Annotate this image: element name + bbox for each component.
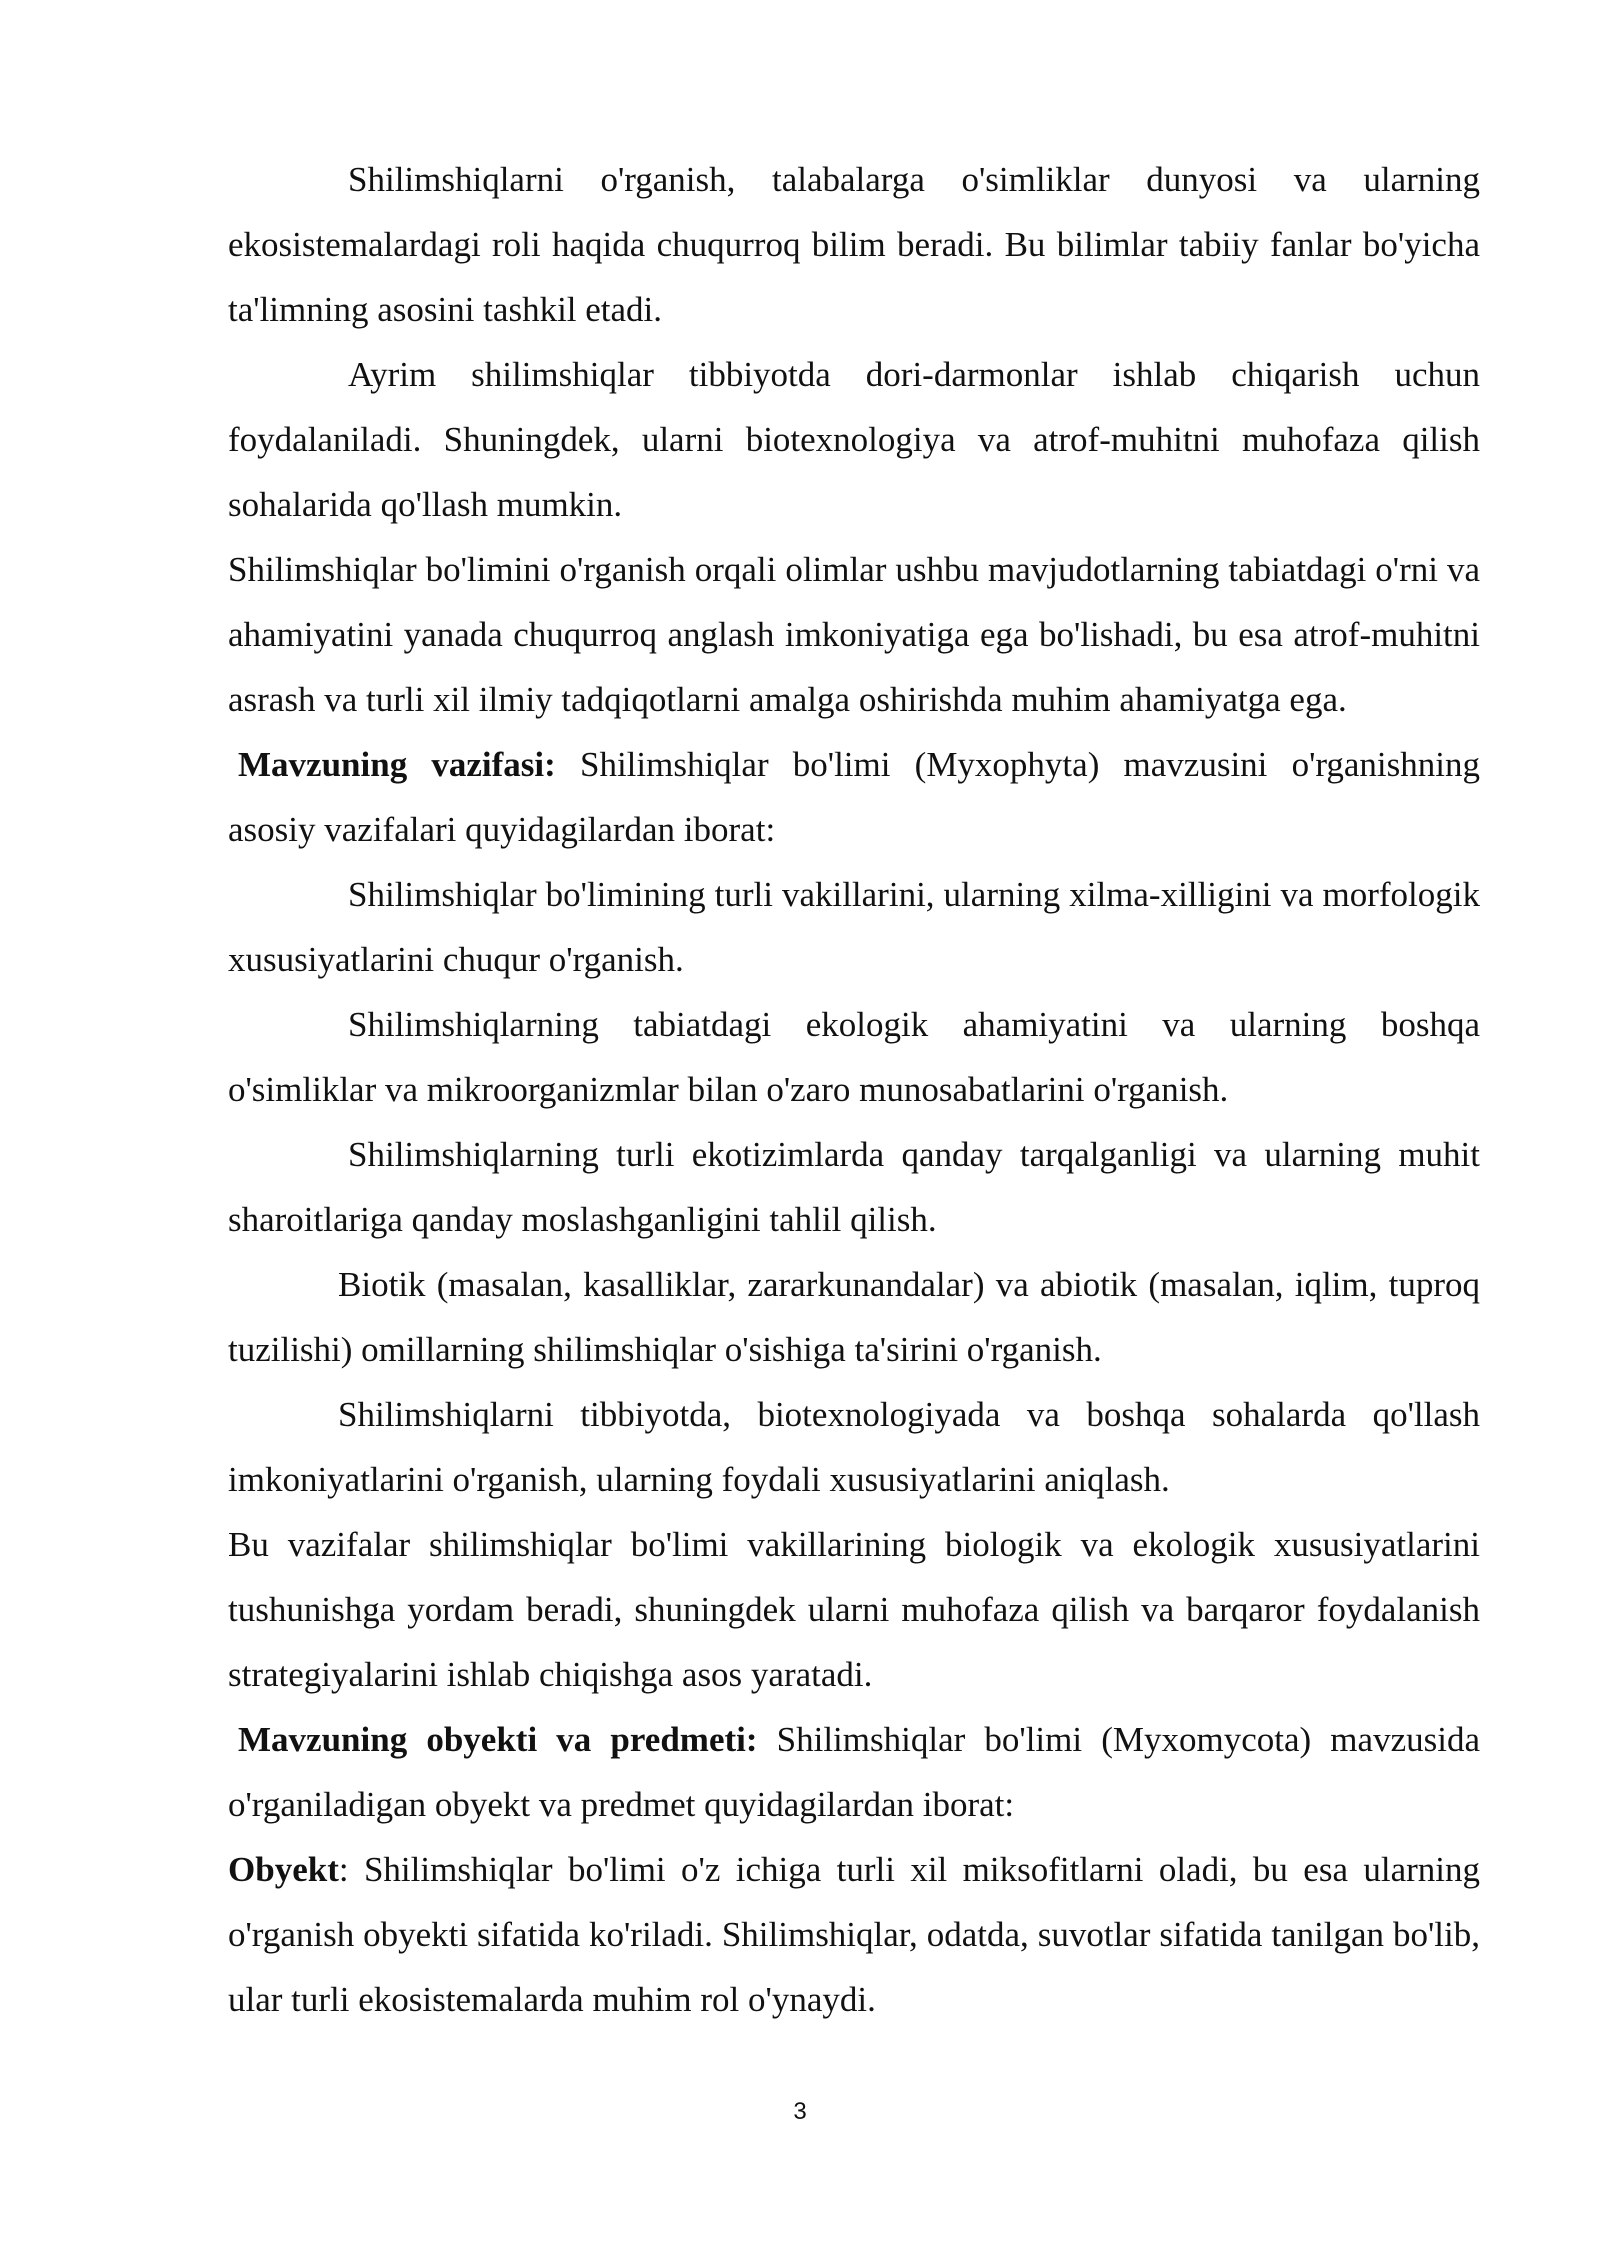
paragraph-2: Ayrim shilimshiqlar tibbiyotda dori-darmonlar ishlab chiqarish uchun foydalaniladi. Shuningdek, ularni biotexnologiya va atrof-muhitni muhofaza qilish sohalarida qo'llash mumkin. <box>228 355 1480 524</box>
paragraph-tasks <box>228 732 1480 862</box>
object-subject-heading: Mavzuning obyekti va predmeti: <box>238 1720 758 1759</box>
paragraph-task-5: Shilimshiqlarni tibbiyotda, biotexnologiyada va boshqa sohalarda qo'llash imkoniyatlarini o'rganish, ularning foydali xususiyatlarini aniqlash. <box>228 1395 1480 1499</box>
tasks-intro: Shilimshiqlar bo'limi (Myxophyta) mavzusini o'rganishning asosiy vazifalari quyidagilardan iborat: <box>228 745 1481 849</box>
paragraph-task-1: Shilimshiqlar bo'limining turli vakillarini, ularning xilma-xilligini va morfologik xususiyatlarini chuqur o'rganish. <box>228 875 1480 979</box>
paragraph-object <box>228 1837 1480 2032</box>
paragraph-object-subject <box>228 1707 1480 1837</box>
paragraph-task-3: Shilimshiqlarning turli ekotizimlarda qanday tarqalganligi va ularning muhit sharoitlariga qanday moslashganligini tahlil qilish. <box>228 1135 1480 1239</box>
tasks-heading: Mavzuning vazifasi: <box>238 745 556 784</box>
object-subject-intro: Shilimshiqlar bo'limi (Myxomycota) mavzusida o'rganiladigan obyekt va predmet quyidagilardan iborat: <box>228 1720 1480 1824</box>
page-number: 3 <box>793 2098 807 2125</box>
object-text: : Shilimshiqlar bo'limi o'z ichiga turli xil miksofitlarni oladi, bu esa ularning o'rganish obyekti sifatida ko'riladi. Shilimshiqlar, odatda, suvotlar sifatida tanilgan bo'lib, ular turli ekosistemalarda muhim rol o'ynaydi. <box>228 1850 1480 2019</box>
paragraph-3: Shilimshiqlar bo'limini o'rganish orqali olimlar ushbu mavjudotlarning tabiatdagi o'rni va ahamiyatini yanada chuqurroq anglash imkoniyatiga ega bo'lishadi, bu esa atrof-muhitni asrash va turli xil ilmiy tadqiqotlarni amalga oshirishda muhim ahamiyatga ega. <box>228 550 1480 719</box>
paragraph-task-2: Shilimshiqlarning tabiatdagi ekologik ahamiyatini va ularning boshqa o'simliklar va mikroorganizmlar bilan o'zaro munosabatlarini o'rganish. <box>228 1005 1480 1109</box>
object-heading: Obyekt <box>228 1850 339 1889</box>
paragraph-tasks-summary: Bu vazifalar shilimshiqlar bo'limi vakillarining biologik va ekologik xususiyatlarini tushunishga yordam beradi, shuningdek ularni muhofaza qilish va barqaror foydalanish strategiyalarini ishlab chiqishga asos yaratadi. <box>228 1525 1480 1694</box>
paragraph-1: Shilimshiqlarni o'rganish, talabalarga o'simliklar dunyosi va ularning ekosistemalardagi roli haqida chuqurroq bilim beradi. Bu bilimlar tabiiy fanlar bo'yicha ta'limning asosini tashkil etadi. <box>228 160 1480 329</box>
paragraph-task-4: Biotik (masalan, kasalliklar, zararkunandalar) va abiotik (masalan, iqlim, tuproq tuzilishi) omillarning shilimshiqlar o'sishiga ta'sirini o'rganish. <box>228 1265 1480 1369</box>
document-body <box>228 147 1480 2032</box>
